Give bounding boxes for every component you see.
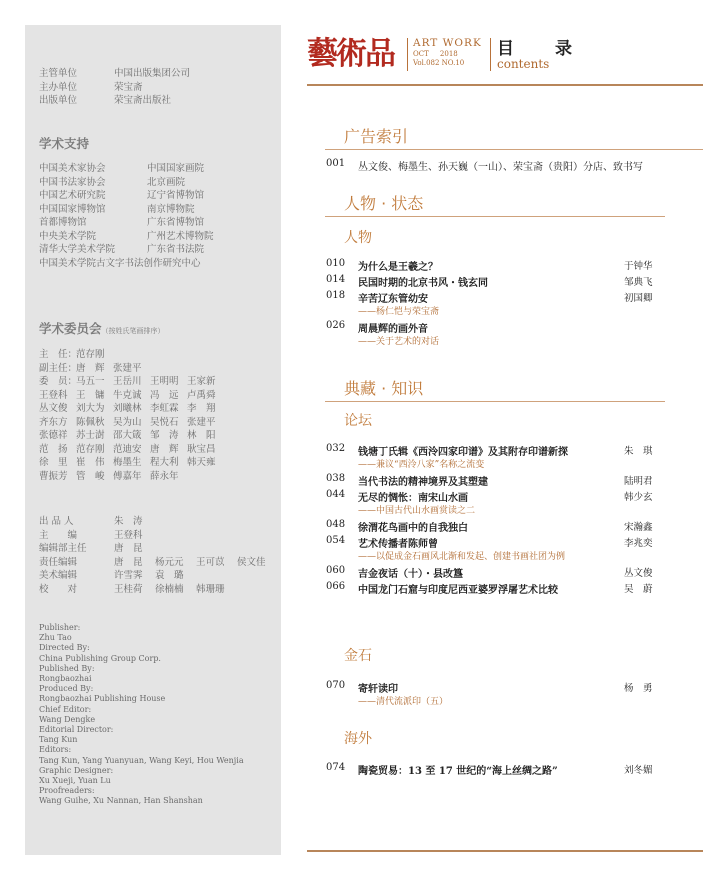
entry-author: 吴 蔚 <box>624 584 653 595</box>
entry-title: 民国时期的北京书风・钱玄同 <box>358 278 488 289</box>
support-org: 南京博物院 <box>147 203 195 215</box>
entry-title: 徐渭花鸟画中的自我独白 <box>358 523 468 534</box>
publisher-info <box>39 67 190 108</box>
entry-author: 刘冬媚 <box>624 765 653 776</box>
section-collection: 典藏 · 知识 <box>344 379 424 398</box>
sidebar-panel <box>25 25 281 855</box>
entry-author: 陆明君 <box>624 476 653 487</box>
page-number: 032 <box>326 443 346 454</box>
credit-name: 侯文佳 <box>237 556 266 568</box>
subsection-jinshi: 金石 <box>344 648 372 664</box>
committee-member: 冯 远 <box>150 389 179 401</box>
entry-author: 邹典飞 <box>624 277 653 288</box>
credit-row <box>39 515 278 529</box>
english-credits <box>39 623 244 807</box>
committee-member: 刘曦林 <box>113 403 142 414</box>
committee-member: 傅嘉年 <box>113 470 142 482</box>
entry-author: 于钟华 <box>624 261 653 272</box>
entry-subtitle: ——中国古代山水画赏读之二 <box>358 506 476 516</box>
english-credit-line: Zhu Tao <box>39 633 72 643</box>
english-credit-line: Rongbaozhai Publishing House <box>39 694 166 704</box>
credit-name: 王登科 <box>114 529 143 541</box>
entry-title: 周晨辉的画外音 <box>358 324 428 335</box>
entry-title: 寄轩读印 <box>358 684 398 695</box>
english-credit-line: Xu Xueji, Yuan Lu <box>39 776 111 786</box>
entry-subtitle: ——清代流派印（五） <box>358 697 449 707</box>
english-credit-line: Produced By: <box>39 684 94 694</box>
support-org: 广东省博物馆 <box>147 217 205 228</box>
english-credit-line: Directed By: <box>39 643 90 653</box>
committee-member: 齐东方 <box>39 416 68 428</box>
support-org: 中央美术学院 <box>39 230 97 242</box>
committee-member: 崔 伟 <box>76 457 105 468</box>
divider <box>490 38 491 71</box>
credit-role: 责任编辑 <box>39 556 78 568</box>
publisher-label: 出版单位 <box>39 95 78 106</box>
credit-name: 王桂荷 <box>114 583 143 595</box>
section-rule <box>325 401 665 402</box>
committee-member: 王家新 <box>187 376 216 387</box>
page-number: 074 <box>326 762 346 773</box>
divider <box>407 38 408 71</box>
credit-role: 主 编 <box>39 529 78 541</box>
publisher-label: 主管单位 <box>39 68 78 79</box>
committee-member: 陈佩秋 <box>76 416 105 428</box>
committee-title <box>39 319 165 337</box>
credit-row <box>39 569 278 583</box>
support-org: 广州艺术博物院 <box>147 230 214 242</box>
committee-member: 范迪安 <box>113 443 142 455</box>
entry-author: 初国卿 <box>624 293 653 304</box>
committee-row <box>39 362 224 376</box>
entry-author: 宋瀚鑫 <box>624 522 653 533</box>
section-ad-index: 广告索引 <box>344 127 409 146</box>
entry-title: 陶瓷贸易：13 至 17 世纪的“海上丝绸之路” <box>358 766 558 777</box>
english-credit-line: Editorial Director: <box>39 725 114 735</box>
english-credit-line: Tang Kun, Yang Yuanyuan, Wang Keyi, Hou Wenjia <box>39 755 244 765</box>
credit-name: 袁 璐 <box>155 570 184 581</box>
publisher-value: 荣宝斋出版社 <box>114 95 172 106</box>
entry-title: 当代书法的精神境界及其塑建 <box>358 477 488 488</box>
committee-member: 唐 辉 <box>76 362 105 374</box>
committee-row <box>39 443 224 457</box>
committee-member: 苏士澍 <box>76 430 105 441</box>
committee-member: 曹振芳 <box>39 470 68 482</box>
credit-name: 唐 昆 <box>114 543 143 554</box>
page-number: 066 <box>326 581 346 592</box>
committee-member: 徐 里 <box>39 457 68 468</box>
page-number: 001 <box>326 158 346 169</box>
english-credit-line: Chief Editor: <box>39 704 92 714</box>
header-rule <box>307 84 703 86</box>
english-credit-line: Wang Dengke <box>39 714 96 724</box>
committee-row <box>39 470 224 484</box>
credit-name: 朱 涛 <box>114 516 143 527</box>
entry-title: 中国龙门石窟与印度尼西亚婆罗浮屠艺术比较 <box>358 585 558 596</box>
entry-author: 丛文俊 <box>624 568 653 579</box>
page-number: 010 <box>326 258 346 269</box>
publisher-value: 荣宝斋 <box>114 81 143 93</box>
issue-volume: Vol.082 NO.10 <box>413 59 465 67</box>
credit-name: 唐 昆 <box>114 556 143 568</box>
credit-row <box>39 542 278 556</box>
entry-author: 朱 琪 <box>624 446 653 457</box>
credit-role: 校 对 <box>39 583 78 595</box>
committee-member: 李虹霖 <box>150 403 179 414</box>
academic-support-title: 学术支持 <box>39 136 90 151</box>
entry-subtitle: ——以促成金石画风北渐和发起、创建书画社团为例 <box>358 552 566 562</box>
section-people: 人物 · 状态 <box>344 194 424 213</box>
credit-row <box>39 529 278 543</box>
subsection-haiwai: 海外 <box>344 731 372 747</box>
committee-member: 马五一 <box>76 376 105 387</box>
committee-member: 吴为山 <box>113 416 142 428</box>
support-org: 中国国家博物馆 <box>39 203 106 215</box>
page-number: 014 <box>326 274 346 285</box>
committee-role: 委 员： <box>39 376 78 387</box>
page-number: 048 <box>326 519 346 530</box>
committee-member: 张建平 <box>187 416 216 428</box>
magazine-logo: 藝術品 <box>307 36 394 72</box>
committee-member: 范 扬 <box>39 443 68 455</box>
entry-author: 韩少玄 <box>624 492 653 503</box>
publisher-value: 中国出版集团公司 <box>114 68 191 79</box>
art-work-label: ART WORK <box>413 37 482 49</box>
page-number: 044 <box>326 489 346 500</box>
committee-member: 林 阳 <box>187 430 216 441</box>
english-credit-line: Proofreaders: <box>39 786 95 796</box>
english-credit-line: China Publishing Group Corp. <box>39 653 161 663</box>
support-org: 北京画院 <box>147 176 186 188</box>
support-org: 中国书法家协会 <box>39 176 106 188</box>
credit-name: 韩珊珊 <box>196 583 225 595</box>
support-org: 中国美术家协会 <box>39 163 106 174</box>
page-number: 054 <box>326 535 346 546</box>
committee-member: 范存刚 <box>76 349 105 360</box>
issue-year: 2018 <box>439 50 458 58</box>
committee-title-text: 学术委员会 <box>39 321 102 336</box>
entry-subtitle: ——兼议“西泠八家”名称之流变 <box>358 460 485 470</box>
committee-member: 王明明 <box>150 376 179 387</box>
section-rule <box>325 149 703 150</box>
issue-month: OCT <box>413 50 429 58</box>
credit-name: 杨元元 <box>155 556 184 568</box>
support-org: 中国艺术研究院 <box>39 190 106 201</box>
committee-member: 张德祥 <box>39 430 68 441</box>
support-org: 清华大学美术学院 <box>39 244 116 255</box>
committee-row <box>39 456 224 470</box>
page-number: 070 <box>326 680 346 691</box>
committee-member: 邹 涛 <box>150 430 179 441</box>
section-rule <box>325 216 665 217</box>
credit-row <box>39 556 278 570</box>
committee-member: 吴悦石 <box>150 416 179 428</box>
committee-member: 牛克诚 <box>113 389 142 401</box>
entry-title: 丛文俊、梅墨生、孙天巍（一山）、荣宝斋（贵阳）分店、致书写 <box>358 162 643 173</box>
committee-list <box>39 348 224 483</box>
page-number: 038 <box>326 473 346 484</box>
support-org: 首都博物馆 <box>39 217 87 228</box>
entry-title: 艺术传播者陈师曾 <box>358 539 438 550</box>
committee-member: 梅墨生 <box>113 457 142 468</box>
english-credit-line: Rongbaozhai <box>39 674 92 684</box>
page-number: 026 <box>326 320 346 331</box>
entry-author: 杨 勇 <box>624 683 653 694</box>
entry-author: 李兆奕 <box>624 538 653 549</box>
support-org: 辽宁省博物馆 <box>147 190 205 201</box>
contents-title-en: contents <box>497 57 550 71</box>
committee-member: 韩天雍 <box>187 457 216 468</box>
committee-role: 主 任： <box>39 349 78 360</box>
english-credit-line: Graphic Designer: <box>39 765 114 775</box>
committee-member: 丛文俊 <box>39 403 68 414</box>
english-credit-line: Wang Guihe, Xu Nannan, Han Shanshan <box>39 796 203 806</box>
committee-member: 薛永年 <box>150 470 179 482</box>
committee-member: 张建平 <box>113 362 142 374</box>
committee-row <box>39 375 224 389</box>
entry-title: 辛苦辽东管幼安 <box>358 294 428 305</box>
committee-member: 王 镛 <box>76 389 105 401</box>
committee-member: 管 峻 <box>76 470 105 482</box>
committee-member: 唐 辉 <box>150 443 179 455</box>
credit-name: 徐楠楠 <box>155 583 184 595</box>
committee-member: 李 翔 <box>187 403 216 414</box>
committee-row <box>39 348 224 362</box>
contents-title-cn: 目 录 <box>497 39 584 59</box>
committee-member: 刘大为 <box>76 403 105 414</box>
credit-role: 编辑部主任 <box>39 543 87 554</box>
english-credit-line: Publisher: <box>39 623 81 632</box>
entry-title: 吉金夜话（十）・县改簋 <box>358 569 463 580</box>
committee-member: 耿宝昌 <box>187 443 216 455</box>
support-org: 中国美术学院古文字书法创作研究中心 <box>39 257 201 269</box>
entry-subtitle: ——关于艺术的对话 <box>358 337 440 347</box>
page-number: 018 <box>326 290 346 301</box>
committee-member: 王登科 <box>39 389 68 401</box>
committee-role: 副主任： <box>39 362 78 374</box>
committee-row <box>39 389 224 403</box>
entry-title: 无尽的惆怅：南宋山水画 <box>358 493 468 504</box>
committee-member: 卢禹舜 <box>187 389 216 401</box>
credit-role: 出 品 人 <box>39 516 74 527</box>
footer-rule <box>307 850 703 852</box>
english-credit-line: Tang Kun <box>39 735 78 745</box>
issue-meta <box>413 50 464 68</box>
credits-list <box>39 515 278 596</box>
entry-subtitle: ——杨仁恺与荣宝斋 <box>358 307 440 317</box>
entry-title: 钱塘丁氏辑《西泠四家印谱》及其附存印谱新探 <box>358 447 568 458</box>
committee-member: 邵大箴 <box>113 430 142 441</box>
support-org: 广东省书法院 <box>147 244 205 255</box>
english-credit-line: Editors: <box>39 745 72 755</box>
page-number: 060 <box>326 565 346 576</box>
entry-title: 为什么是王羲之？ <box>358 262 438 273</box>
subsection-people: 人物 <box>344 230 372 246</box>
committee-member: 王岳川 <box>113 376 142 387</box>
support-org: 中国国家画院 <box>147 163 205 174</box>
credit-name: 王可苡 <box>196 556 225 568</box>
credit-row <box>39 583 278 597</box>
subsection-forum: 论坛 <box>344 413 372 429</box>
credit-name: 许雪霁 <box>114 570 143 581</box>
committee-note: （按姓氏笔画排序） <box>101 327 165 335</box>
committee-row <box>39 402 224 416</box>
committee-member: 范存刚 <box>76 443 105 455</box>
english-credit-line: Published By: <box>39 663 95 673</box>
credit-role: 美术编辑 <box>39 570 78 581</box>
committee-row <box>39 429 224 443</box>
committee-member: 程大利 <box>150 457 179 468</box>
academic-support-list <box>39 162 214 270</box>
publisher-label: 主办单位 <box>39 81 78 93</box>
committee-row <box>39 416 224 430</box>
